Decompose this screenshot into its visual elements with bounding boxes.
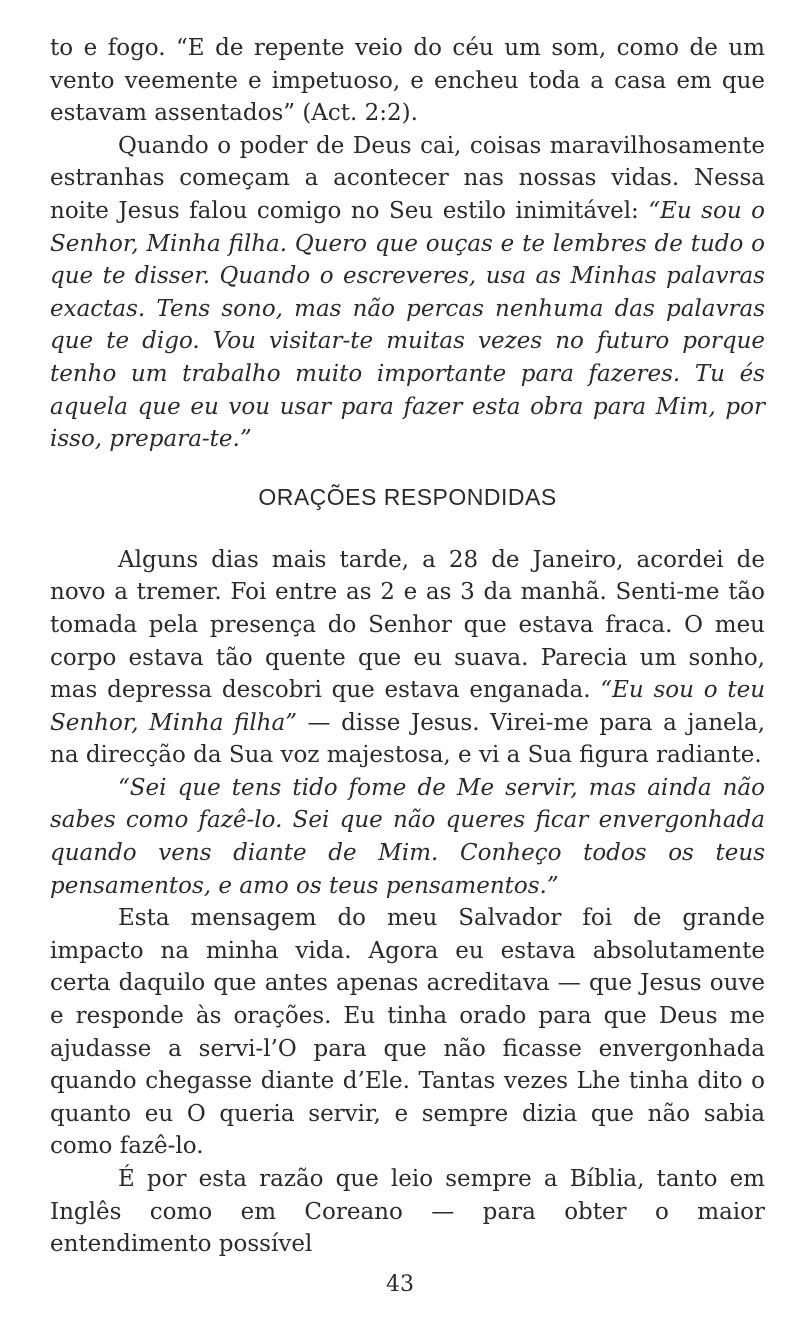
jesus-quote: “Sei que tens tido fome de Me servir, mas ainda não sabes como fazê-lo. Sei que não queres ficar envergonhada quando vens diante de Mim. Conheço todos os teus pensamentos, e amo os teus pensamentos.” (50, 774, 765, 899)
paragraph-quote-hunger (50, 772, 765, 902)
body-text (50, 32, 765, 1261)
paragraph-lead-text: Quando o poder de Deus cai, coisas maravilhosamente estranhas começam a acontecer nas nossas vidas. Nessa noite Jesus falou comigo no Seu estilo inimitável: (50, 132, 765, 224)
paragraph-message-impact: Esta mensagem do meu Salvador foi de grande impacto na minha vida. Agora eu estava absolutamente certa daquilo que antes apenas acreditava — que Jesus ouve e responde às orações. Eu tinha orado para que Deus me ajudasse a servi-l’O para que não ficasse envergonhada quando chegasse diante d’Ele. Tantas vezes Lhe tinha dito o quanto eu O queria servir, e sempre dizia que não sabia como fazê-lo. (50, 905, 765, 1160)
paragraph-power-of-god (50, 130, 765, 456)
paragraph-continuation: to e fogo. “E de repente veio do céu um som, como de um vento veemente e impetuoso, e encheu toda a casa em que estavam assentados” (Act. 2:2). (50, 35, 765, 127)
jesus-quote: “Eu sou o Senhor, Minha filha. Quero que ouças e te lembres de tudo o que te disser. Quando o escreveres, usa as Minhas palavras exactas. Tens sono, mas não percas nenhuma das palavras que te digo. Vou visitar-te muitas vezes no futuro porque tenho um trabalho muito importante para fazeres. Tu és aquela que eu vou usar para fazer esta obra para Mim, por isso, prepara-te.” (50, 197, 765, 453)
paragraph-lead-text: Alguns dias mais tarde, a 28 de Janeiro, acordei de novo a tremer. Foi entre as 2 e as 3 da manhã. Senti-me tão tomada pela presença do Senhor que estava fraca. O meu corpo estava tão quente que eu suava. Parecia um sonho, mas depressa descobri que estava enganada. (50, 546, 765, 704)
page-number: 43 (386, 1272, 414, 1297)
paragraph-tail-text: — disse Jesus. Virei-me para a janela, na direcção da Sua voz majestosa, e vi a Sua figura radiante. (50, 709, 766, 769)
paragraph-bible-reading: É por esta razão que leio sempre a Bíblia, tanto em Inglês como em Coreano — para obter o maior entendimento possível (50, 1166, 765, 1258)
section-title: ORAÇÕES RESPONDIDAS (258, 483, 557, 510)
jesus-quote: “Eu sou o teu Senhor, Minha filha” (50, 677, 766, 736)
paragraph-january-28 (50, 544, 765, 772)
